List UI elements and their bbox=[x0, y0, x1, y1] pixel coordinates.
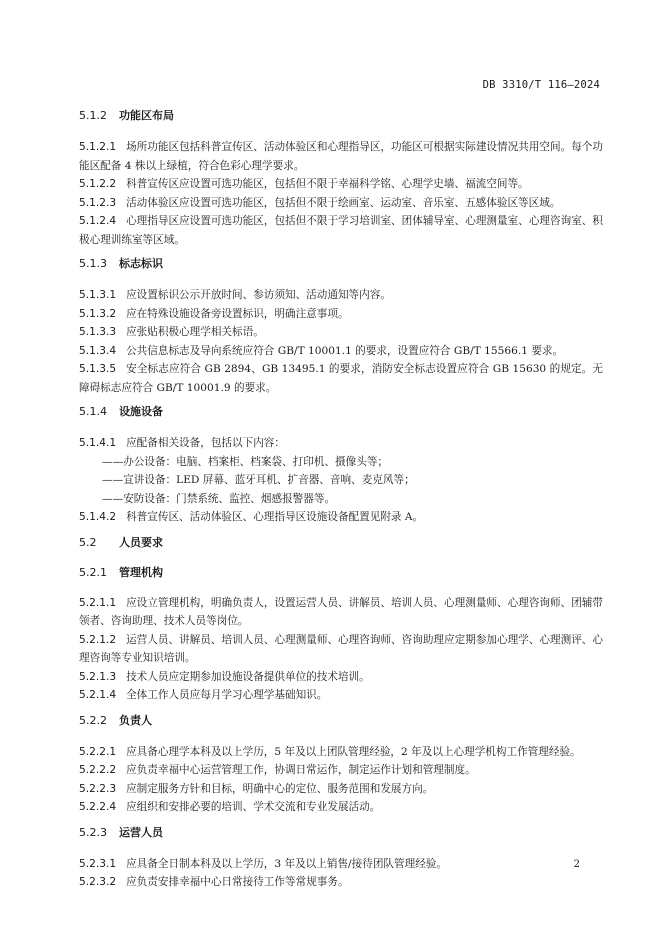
clause-text: 科普宣传区、活动体验区、心理指导区设施设备配置见附录 A。 bbox=[126, 511, 424, 523]
clause-number: 5.2.1.4 bbox=[79, 689, 117, 701]
clause-number: 5.2.2.1 bbox=[79, 745, 117, 758]
clause-paragraph bbox=[79, 194, 603, 213]
clause-paragraph bbox=[79, 508, 603, 527]
clause-number: 5.1.2.2 bbox=[79, 178, 117, 190]
clause-text: 公共信息标志及导向系统应符合 GB/T 10001.1 的要求，设置应符合 GB/T 15566.1 要求。 bbox=[126, 344, 564, 357]
clause-number: 5.1.3.5 bbox=[79, 363, 117, 375]
section-number: 5.2.2 bbox=[79, 713, 107, 727]
clause-number: 5.1.4.1 bbox=[79, 437, 117, 449]
section-title: 运营人员 bbox=[119, 825, 163, 839]
clause-text: 场所功能区包括科普宣传区、活动体验区和心理指导区，功能区可根据实际建设情况共用空间。每个功能区配备 4 株以上绿植，符合色彩心理学要求。 bbox=[79, 141, 603, 172]
section-heading bbox=[79, 824, 603, 842]
clause-paragraph bbox=[79, 686, 603, 705]
clause-paragraph bbox=[79, 668, 603, 687]
clause-text: 应制定服务方针和目标，明确中心的定位、服务范围和发展方向。 bbox=[126, 782, 434, 795]
clause-text: 应设置标识公示开放时间、参访须知、活动通知等内容。 bbox=[126, 289, 391, 301]
clause-text: 活动体验区应设置可选功能区，包括但不限于绘画室、运动室、音乐室、五感体验区等区域。 bbox=[126, 196, 561, 209]
clause-paragraph bbox=[79, 323, 603, 342]
section-heading bbox=[79, 403, 603, 421]
list-item: ——宣讲设备：LED 屏幕、蓝牙耳机、扩音器、音响、麦克风等； bbox=[102, 474, 415, 486]
clause-text: 全体工作人员应每月学习心理学基础知识。 bbox=[126, 689, 328, 701]
clause-text: 应具备心理学本科及以上学历，5 年及以上团队管理经验，2 年及以上心理学机构工作管理经验。 bbox=[126, 745, 581, 758]
clause-paragraph bbox=[79, 342, 603, 361]
clause-text: 运营人员、讲解员、培训人员、心理测量师、心理咨询师、咨询助理应定期参加心理学、心理测评、心理咨询等专业知识培训。 bbox=[79, 633, 603, 664]
section-heading bbox=[79, 712, 603, 730]
clause-number: 5.2.1.3 bbox=[79, 670, 117, 683]
clause-text: 技术人员应定期参加设施设备提供单位的技术培训。 bbox=[126, 670, 370, 683]
section-number: 5.1.3 bbox=[79, 257, 107, 270]
clause-text: 应张贴积极心理学相关标语。 bbox=[126, 326, 264, 338]
clause-number: 5.2.1.2 bbox=[79, 633, 117, 646]
section-title: 管理机构 bbox=[119, 565, 163, 579]
clause-number: 5.2.3.1 bbox=[79, 857, 117, 870]
clause-paragraph bbox=[79, 594, 603, 631]
clause-paragraph bbox=[79, 855, 603, 874]
section-title: 标志标识 bbox=[119, 257, 163, 270]
clause-paragraph bbox=[79, 743, 603, 762]
section-number: 5.1.2 bbox=[79, 109, 107, 122]
clause-number: 5.1.2.4 bbox=[79, 215, 117, 227]
clause-number: 5.2.3.2 bbox=[79, 876, 117, 888]
clause-paragraph bbox=[79, 138, 603, 175]
clause-paragraph bbox=[79, 212, 603, 249]
section-heading bbox=[79, 534, 603, 552]
clause-text: 安全标志应符合 GB 2894、GB 13495.1 的要求，消防安全标志设置应符合 GB 15630 的规定。无障碍标志应符合 GB/T 10001.9 的要求。 bbox=[79, 363, 603, 394]
clause-number: 5.2.2.3 bbox=[79, 782, 117, 795]
clause-number: 5.2.2.4 bbox=[79, 801, 117, 813]
section-title: 人员要求 bbox=[119, 535, 163, 549]
clause-text: 应负责幸福中心运营管理工作，协调日常运作，制定运作计划和管理制度。 bbox=[126, 764, 476, 776]
section-heading bbox=[79, 107, 603, 125]
section-number: 5.2.3 bbox=[79, 825, 107, 839]
document-body bbox=[79, 107, 603, 892]
section-title: 功能区布局 bbox=[119, 109, 174, 122]
clause-text: 应组织和安排必要的培训、学术交流和专业发展活动。 bbox=[126, 801, 381, 813]
document-code: DB 3310/T 116—2024 bbox=[482, 79, 600, 91]
clause-paragraph bbox=[79, 286, 603, 305]
clause-paragraph bbox=[79, 305, 603, 324]
clause-text: 应配备相关设备，包括以下内容： bbox=[126, 437, 285, 449]
list-item: ——安防设备：门禁系统、监控、烟感报警器等。 bbox=[102, 492, 336, 505]
clause-text: 应具备全日制本科及以上学历，3 年及以上销售/接待团队管理经验。 bbox=[126, 857, 447, 870]
clause-text: 心理指导区应设置可选功能区，包括但不限于学习培训室、团体辅导室、心理测量室、心理咨询室、积极心理训练室等区域。 bbox=[79, 215, 603, 246]
list-item: ——办公设备：电脑、档案柜、档案袋、打印机、摄像头等； bbox=[102, 455, 389, 468]
clause-number: 5.1.4.2 bbox=[79, 511, 117, 523]
section-heading bbox=[79, 564, 603, 582]
clause-paragraph bbox=[79, 780, 603, 799]
clause-paragraph bbox=[79, 761, 603, 780]
clause-paragraph bbox=[79, 798, 603, 817]
clause-number: 5.1.2.1 bbox=[79, 141, 117, 153]
clause-text: 应在特殊设施设备旁设置标识，明确注意事项。 bbox=[126, 307, 349, 320]
section-number: 5.2.1 bbox=[79, 565, 107, 579]
clause-text: 应设立管理机构，明确负责人，设置运营人员、讲解员、培训人员、心理测量师、心理咨询师、团辅带领者、咨询助理、技术人员等岗位。 bbox=[79, 596, 603, 627]
page-number: 2 bbox=[573, 859, 580, 870]
clause-paragraph bbox=[79, 175, 603, 194]
clause-number: 5.1.3.4 bbox=[79, 344, 117, 357]
clause-paragraph bbox=[79, 631, 603, 668]
clause-text: 应负责安排幸福中心日常接待工作等常规事务。 bbox=[126, 876, 349, 888]
clause-number: 5.2.1.1 bbox=[79, 596, 117, 609]
clause-number: 5.2.2.2 bbox=[79, 764, 117, 776]
clause-paragraph bbox=[79, 360, 603, 397]
clause-number: 5.1.3.2 bbox=[79, 307, 117, 320]
clause-number: 5.1.3.1 bbox=[79, 289, 117, 301]
clause-number: 5.1.2.3 bbox=[79, 196, 117, 209]
section-heading bbox=[79, 255, 603, 273]
section-title: 设施设备 bbox=[119, 405, 163, 418]
clause-paragraph bbox=[79, 434, 603, 453]
clause-text: 科普宣传区应设置可选功能区，包括但不限于幸福科学铭、心理学史墙、福流空间等。 bbox=[126, 178, 529, 190]
clause-paragraph bbox=[79, 873, 603, 892]
clause-number: 5.1.3.3 bbox=[79, 326, 117, 338]
section-number: 5.1.4 bbox=[79, 405, 107, 418]
section-number: 5.2 bbox=[79, 535, 97, 549]
section-title: 负责人 bbox=[119, 713, 152, 727]
